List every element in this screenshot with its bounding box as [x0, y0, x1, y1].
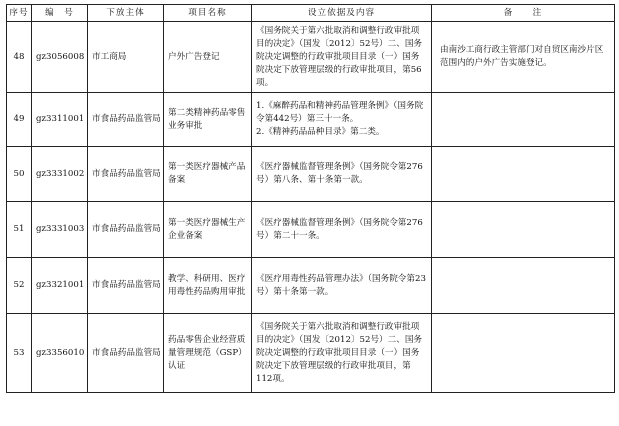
cell-seq: 48: [7, 22, 32, 93]
cell-remark: [432, 147, 615, 202]
cell-code: gz3321001: [32, 258, 88, 314]
cell-remark: [432, 202, 615, 258]
cell-code: gz3331002: [32, 147, 88, 202]
cell-authority: 市食品药品监管局: [88, 202, 164, 258]
cell-code: gz3056008: [32, 22, 88, 93]
cell-seq: 50: [7, 147, 32, 202]
header-code: 编 号: [32, 5, 88, 22]
table-row: [7, 93, 615, 147]
cell-remark: [432, 314, 615, 393]
cell-seq: 49: [7, 93, 32, 147]
table-row: [7, 202, 615, 258]
cell-authority: 市食品药品监管局: [88, 314, 164, 393]
cell-remark: [432, 93, 615, 147]
basis-line: 《国务院关于第六批取消和调整行政审批项目的决定》（国发〔2012〕52号）二、国务院决定调整的行政审批项目目录（一）国务院决定下放管理层级的行政审批项目，第56项。: [256, 25, 423, 88]
table-row: [7, 314, 615, 393]
cell-code: gz3311001: [32, 93, 88, 147]
basis-line: 《医疗器械监督管理条例》（国务院令第276号）第二十一条。: [256, 217, 423, 241]
basis-line: 《医疗器械监督管理条例》（国务院令第276号）第八条、第十条第一款。: [256, 162, 423, 185]
cell-seq: 53: [7, 314, 32, 393]
cell-basis: [252, 147, 432, 202]
cell-seq: 52: [7, 258, 32, 314]
header-seq: 序号: [7, 5, 32, 22]
cell-seq: 51: [7, 202, 32, 258]
cell-basis: [252, 314, 432, 393]
cell-authority: 市食品药品监管局: [88, 93, 164, 147]
header-basis: 设立依据及内容: [252, 5, 432, 22]
cell-remark: 由南沙工商行政主管部门对自贸区南沙片区范围内的户外广告实施登记。: [432, 22, 615, 93]
cell-name: 户外广告登记: [164, 22, 252, 93]
table-row: [7, 258, 615, 314]
basis-line: 2.《精神药品品种目录》第二类。: [256, 127, 385, 137]
header-name: 项目名称: [164, 5, 252, 22]
cell-name: 第二类精神药品零售业务审批: [164, 93, 252, 147]
header-remark: 备 注: [432, 5, 615, 22]
cell-code: gz3331003: [32, 202, 88, 258]
cell-authority: 市食品药品监管局: [88, 147, 164, 202]
cell-basis: [252, 93, 432, 147]
cell-name: 第一类医疗器械生产企业备案: [164, 202, 252, 258]
cell-remark: [432, 258, 615, 314]
cell-authority: 市工商局: [88, 22, 164, 93]
cell-authority: 市食品药品监管局: [88, 258, 164, 314]
cell-name: 第一类医疗器械产品备案: [164, 147, 252, 202]
table-row: [7, 22, 615, 93]
basis-line: 《国务院关于第六批取消和调整行政审批项目的决定》（国发〔2012〕52号）二、国务院决定调整的行政审批项目目录（一）国务院决定下放管理层级的行政审批项目，第112项。: [256, 321, 423, 384]
cell-basis: [252, 22, 432, 93]
cell-name: 教学、科研用、医疗用毒性药品购用审批: [164, 258, 252, 314]
basis-line: 《医疗用毒性药品管理办法》（国务院令第23号）第十条第一款。: [256, 273, 426, 297]
approval-items-table: [6, 4, 615, 393]
cell-name: 药品零售企业经营质量管理规范（GSP）认证: [164, 314, 252, 393]
cell-basis: [252, 258, 432, 314]
cell-basis: [252, 202, 432, 258]
header-authority: 下放主体: [88, 5, 164, 22]
table-row: [7, 147, 615, 202]
cell-code: gz3356010: [32, 314, 88, 393]
basis-line: 1.《麻醉药品和精神药品管理条例》（国务院令第442号）第三十一条。: [256, 101, 424, 124]
table-header-row: [7, 5, 615, 22]
